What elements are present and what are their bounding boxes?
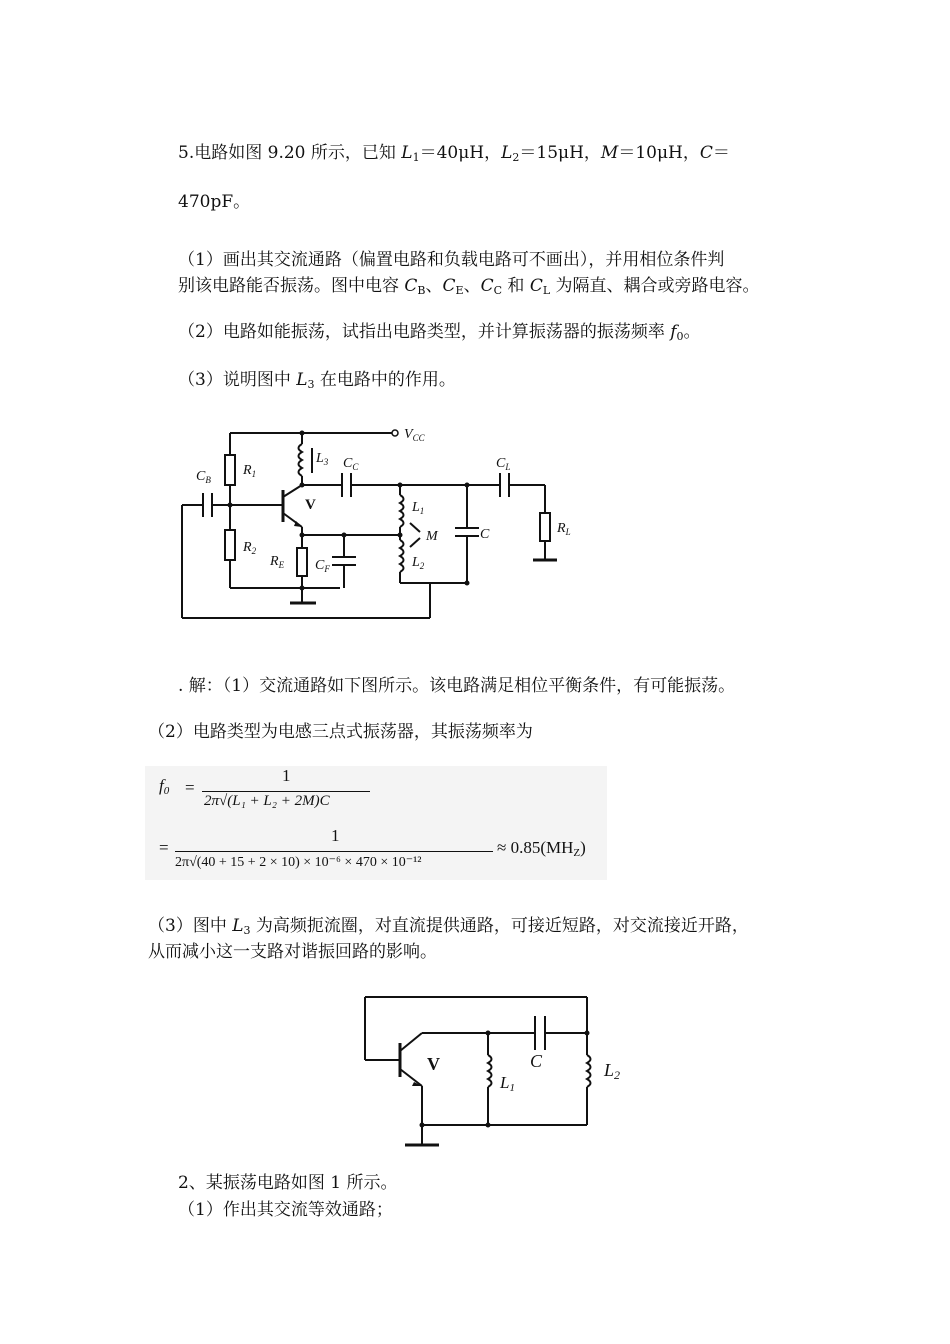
solution-line-3a: （3）图中 $L_3$ 为高频扼流圈，对直流提供通路，可接近短路，对交流接近开路， <box>148 916 749 937</box>
problem2-line1: 2、某振荡电路如图 1 所示。 <box>178 1173 398 1193</box>
formula-eq-2: = <box>159 838 169 857</box>
inductor-l2-label: L2 <box>604 1060 621 1082</box>
formula-denominator-2: 2π√(40 + 15 + 2 × 10) × 10⁻⁶ × 470 × 10⁻¹² <box>175 855 422 870</box>
re-label: $R_E$ <box>270 554 285 570</box>
mutual-inductance-label: M <box>426 529 438 544</box>
question-3: （3）说明图中 $L_3$ 在电路中的作用。 <box>178 370 456 391</box>
fraction-bar-2 <box>175 851 493 852</box>
l3-label: $L_3$ <box>316 451 329 467</box>
rl-label: $R_L$ <box>557 521 571 537</box>
tank-capacitor-label: C <box>480 527 490 542</box>
formula-lhs: $f_0$ <box>159 776 170 797</box>
transistor-v-label: V <box>427 1054 440 1074</box>
transistor-label: V <box>305 497 316 513</box>
oscillator-circuit-diagram <box>175 415 575 625</box>
inductor-l1-label: L1 <box>500 1073 515 1094</box>
l1-label: $L_1$ <box>412 500 425 516</box>
r2-label: $R_2$ <box>243 540 257 556</box>
formula-denominator-1: 2π√(L₁ + L₂ + 2M)C <box>204 793 330 809</box>
r1-label: $R_1$ <box>243 463 257 479</box>
cf-label: $C_F$ <box>315 558 330 574</box>
frequency-formula <box>145 766 607 880</box>
formula-numerator-1: 1 <box>282 766 291 785</box>
capacitor-c-label: C <box>530 1051 543 1071</box>
ac-equivalent-circuit-diagram <box>355 985 645 1150</box>
solution-line-3b: 从而减小这一支路对谐振回路的影响。 <box>148 942 437 962</box>
problem2-line2: （1）作出其交流等效通路； <box>178 1200 393 1220</box>
question-1-line-a: （1）画出其交流通路（偏置电路和负载电路可不画出），并用相位条件判 <box>178 250 725 270</box>
cb-label: $C_B$ <box>196 469 211 485</box>
formula-eq-1: = <box>185 778 195 797</box>
fraction-bar-1 <box>202 791 370 792</box>
solution-line-2: （2）电路类型为电感三点式振荡器，其振荡频率为 <box>148 722 533 742</box>
formula-result: ≈ $0.85(MH_Z)$ <box>497 838 586 859</box>
problem5-line1: 5.电路如图 9.20 所示，已知 $L_1=40\mu H$，$L_2=15\mu H$，M＝10μH，C＝ <box>178 143 730 164</box>
cc-label: $C_C$ <box>343 456 359 472</box>
problem5-line2: 470pF。 <box>178 192 251 212</box>
question-2: （2）电路如能振荡，试指出电路类型，并计算振荡器的振荡频率 $f_0$。 <box>178 322 701 343</box>
solution-line-1: . 解：（1）交流通路如下图所示。该电路满足相位平衡条件，有可能振荡。 <box>178 676 736 696</box>
vcc-label: $V_{CC}$ <box>404 427 425 443</box>
formula-numerator-2: 1 <box>331 826 340 845</box>
question-1-line-b: 别该电路能否振荡。图中电容 $C_B$、$C_E$、$C_C$ 和 $C_L$ 为隔直、耦合或旁路电容。 <box>178 276 760 297</box>
cl-label: $C_L$ <box>496 456 511 472</box>
l2-label: $L_2$ <box>412 555 425 571</box>
